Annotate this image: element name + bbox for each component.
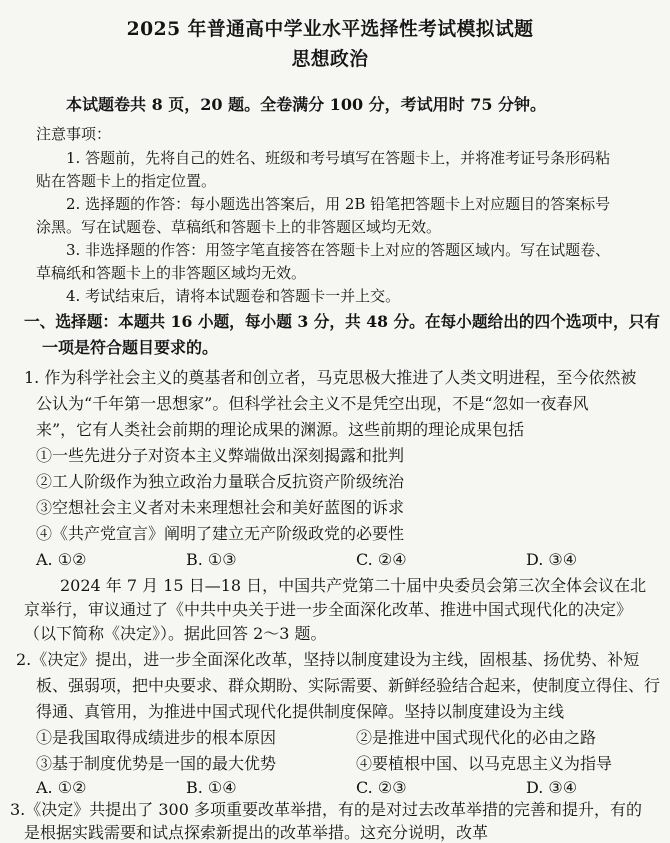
q3-stem: 3.《决定》共提出了 300 多项重要改革举措，有的是对过去改革举措的完善和提升，有的	[10, 800, 642, 819]
exam-title: 2025 年普通高中学业水平选择性考试模拟试题	[126, 18, 534, 40]
q1-item: ④《共产党宣言》阐明了建立无产阶级政党的必要性	[36, 524, 405, 543]
notice-heading: 注意事项：	[36, 125, 112, 143]
notice-line: 3. 非选择题的作答：用签字笔直接答在答题卡上对应的答题区域内。写在试题卷、	[66, 241, 611, 259]
notice-line: 4. 考试结束后，请将本试题卷和答题卡一并上交。	[66, 287, 401, 305]
section-heading-cont: 一项是符合题目要求的。	[42, 338, 219, 357]
section-heading: 一、选择题：本题共 16 小题，每小题 3 分，共 48 分。在每小题给出的四个选项中，只有	[24, 312, 660, 331]
q1-option-b[interactable]: B. ①③	[186, 550, 237, 569]
intro-text: 本试题卷共 8 页，20 题。全卷满分 100 分，考试用时 75 分钟。	[66, 95, 547, 114]
q1-option-a[interactable]: A. ①②	[36, 550, 87, 569]
notice-line: 贴在答题卡上的指定位置。	[36, 172, 217, 190]
material-text: 2024 年 7 月 15 日—18 日，中国共产党第二十届中央委员会第三次全体会议在北	[60, 576, 647, 595]
q2-stem: 2.《决定》提出，进一步全面深化改革，坚持以制度建设为主线，固根基、扬优势、补短	[16, 650, 640, 669]
q2-item: ③基于制度优势是一国的最大优势	[36, 754, 277, 773]
q2-option-a[interactable]: A. ①②	[36, 778, 87, 797]
q1-item: ①一些先进分子对资本主义弊端做出深刻揭露和批判	[36, 446, 405, 465]
q1-stem: 来”，它有人类社会前期的理论成果的渊源。这些前期的理论成果包括	[36, 420, 525, 439]
q3-stem: 是根据实践需要和试点探索新提出的改革举措。这充分说明，改革	[24, 823, 489, 842]
q2-option-d[interactable]: D. ③④	[526, 778, 578, 797]
notice-line: 涂黑。写在试题卷、草稿纸和答题卡上的非答题区域均无效。	[36, 218, 442, 236]
q2-option-b[interactable]: B. ①④	[186, 778, 237, 797]
q1-stem: 公认为“千年第一思想家”。但科学社会主义不是凭空出现，不是“忽如一夜春风	[36, 394, 589, 413]
q1-item: ②工人阶级作为独立政治力量联合反抗资产阶级统治	[36, 472, 405, 491]
notice-line: 草稿纸和答题卡上的非答题区域均无效。	[36, 264, 307, 282]
q2-option-c[interactable]: C. ②③	[356, 778, 407, 797]
material-text: （以下简称《决定》）。据此回答 2～3 题。	[24, 624, 327, 643]
q1-option-d[interactable]: D. ③④	[526, 550, 578, 569]
material-text: 京举行，审议通过了《中共中央关于进一步全面深化改革、推进中国式现代化的决定》	[24, 600, 633, 619]
q2-stem: 板、强弱项，把中央要求、群众期盼、实际需要、新鲜经验结合起来，使制度立得住、行	[36, 676, 661, 695]
q1-option-c[interactable]: C. ②④	[356, 550, 407, 569]
q2-item: ①是我国取得成绩进步的根本原因	[36, 728, 277, 747]
subject-title: 思想政治	[291, 48, 369, 70]
q1-item: ③空想社会主义者对未来理想社会和美好蓝图的诉求	[36, 498, 405, 517]
q1-stem: 1. 作为科学社会主义的奠基者和创立者，马克思极大推进了人类文明进程，至今依然被	[24, 368, 637, 387]
q2-stem: 得通、真管用，为推进中国式现代化提供制度保障。坚持以制度建设为主线	[36, 702, 565, 721]
q2-item: ④要植根中国、以马克思主义为指导	[356, 754, 613, 773]
notice-line: 1. 答题前，先将自己的姓名、班级和考号填写在答题卡上，并将准考证号条形码粘	[66, 149, 611, 167]
q2-item: ②是推进中国式现代化的必由之路	[356, 728, 597, 747]
notice-line: 2. 选择题的作答：每小题选出答案后，用 2B 铅笔把答题卡上对应题目的答案标号	[66, 195, 611, 213]
